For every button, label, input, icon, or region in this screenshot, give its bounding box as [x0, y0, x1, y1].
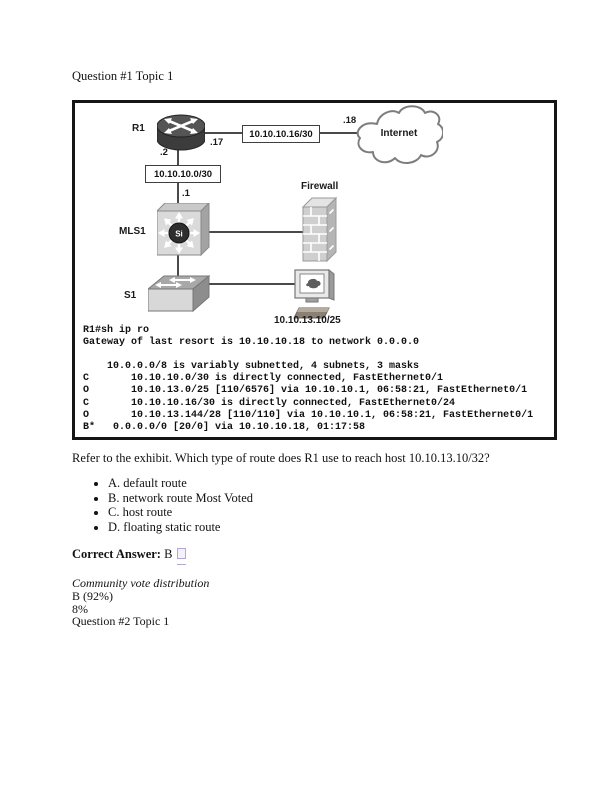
vote-line-b: B (92%)	[72, 588, 113, 603]
answer-attachment-icon[interactable]	[177, 548, 186, 565]
firewall-icon	[299, 195, 339, 267]
vote-distribution-title: Community vote distribution	[72, 576, 210, 590]
correct-answer-value: B	[164, 547, 173, 561]
host-pc-icon	[293, 268, 337, 322]
option-d: • D. floating static route	[108, 520, 253, 535]
option-a: • A. default route	[108, 476, 253, 491]
internet-label: Internet	[380, 128, 418, 139]
switch-icon	[148, 275, 210, 315]
question-2-heading: Question #2 Topic 1	[72, 614, 170, 629]
host-address-label: 10.10.13.10/25	[274, 315, 341, 326]
router-label: R1	[132, 123, 145, 134]
options-list	[90, 476, 253, 534]
router-wan-interface-label: .17	[210, 137, 224, 148]
vote-section	[72, 577, 209, 628]
exhibit-box	[72, 100, 557, 440]
question-1-heading: Question #1 Topic 1	[72, 69, 174, 83]
switch-label: S1	[124, 290, 137, 301]
correct-answer-line	[72, 547, 186, 565]
mls-interface-label: .1	[182, 188, 190, 199]
lan-subnet-label-box: 10.10.10.0/30	[145, 165, 221, 183]
mls-label: MLS1	[119, 226, 146, 237]
cli-output	[83, 325, 533, 434]
option-c: • C. host route	[108, 505, 253, 520]
cli-line: R1#sh ip ro	[83, 325, 150, 336]
cli-line	[83, 349, 533, 361]
wan-subnet-label-box: 10.10.10.16/30	[242, 125, 320, 143]
cli-line: B* 0.0.0.0/0 [20/0] via 10.10.10.18, 01:17:58	[83, 421, 366, 433]
correct-answer-label: Correct Answer:	[72, 547, 161, 561]
cli-line: C 10.10.10.16/30 is directly connected, FastEthernet0/24	[83, 397, 456, 409]
cli-line: Gateway of last resort is 10.10.10.18 to network 0.0.0.0	[83, 337, 420, 349]
multilayer-switch-icon	[157, 203, 211, 257]
vote-line-other: 8%	[72, 601, 88, 616]
si-label: Si	[175, 229, 183, 239]
internet-interface-label: .18	[343, 115, 357, 126]
firewall-label: Firewall	[301, 181, 339, 192]
cli-line: C 10.10.10.0/30 is directly connected, FastEthernet0/1	[83, 373, 444, 385]
cli-line: 10.0.0.0/8 is variably subnetted, 4 subnets, 3 masks	[83, 361, 420, 373]
cli-line: O 10.10.13.144/28 [110/110] via 10.10.10.1, 06:58:21, FastEthernet0/1	[83, 409, 534, 421]
router-lan-interface-label: .2	[160, 147, 168, 158]
option-b: • B. network route Most Voted	[108, 491, 253, 506]
cli-line: O 10.10.13.0/25 [110/6576] via 10.10.10.1, 06:58:21, FastEthernet0/1	[83, 385, 528, 397]
question-text: Refer to the exhibit. Which type of route does R1 use to reach host 10.10.13.10/32?	[72, 451, 490, 465]
